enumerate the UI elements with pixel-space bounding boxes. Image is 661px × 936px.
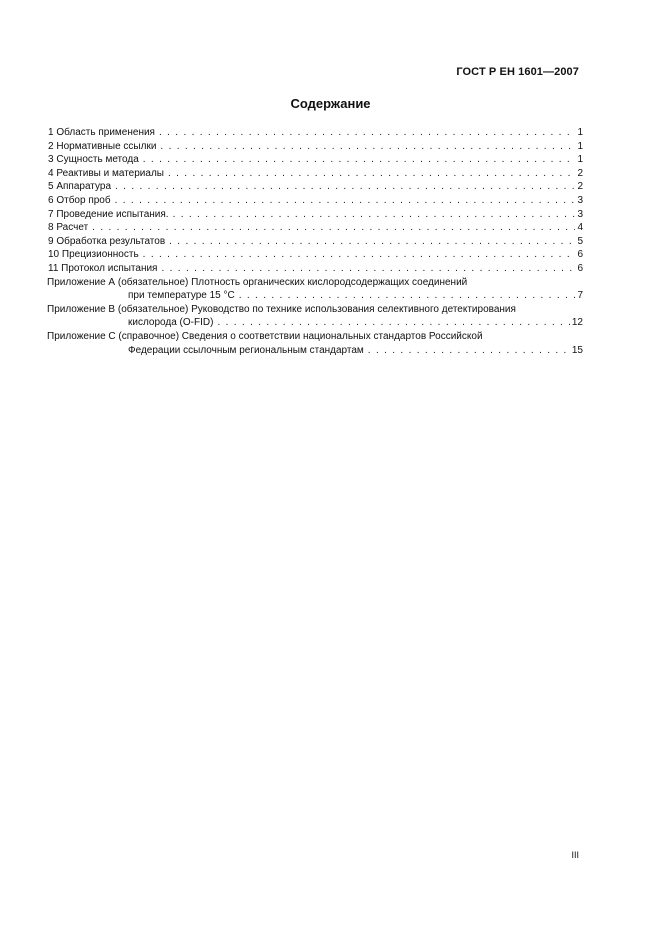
toc-entry-number: 7 <box>48 208 54 220</box>
toc-annex-entry[interactable] <box>47 276 583 303</box>
toc-entry-label: Прецизионность <box>61 249 139 261</box>
dot-leader <box>115 196 576 208</box>
page-number: III <box>571 850 579 860</box>
dot-leader <box>173 209 576 221</box>
dot-leader <box>159 128 575 140</box>
toc-entry-number: 9 <box>48 235 54 247</box>
toc-entry-label: Расчет <box>56 222 89 234</box>
table-of-contents <box>47 126 583 357</box>
toc-annex-heading: Приложение А (обязательное) Плотность органических кислородсодержащих соединений <box>47 276 468 288</box>
toc-entry-number: 11 <box>48 262 59 274</box>
toc-entry[interactable] <box>47 208 583 222</box>
toc-entry-page: 2 <box>577 167 583 179</box>
toc-entry-label: Аппаратура <box>56 181 112 193</box>
toc-title: Содержание <box>290 96 371 111</box>
toc-entry-number: 8 <box>48 222 54 234</box>
toc-entry-label: Нормативные ссылки <box>56 140 157 152</box>
dot-leader <box>169 236 575 248</box>
dot-leader <box>368 345 570 357</box>
toc-entry-page: 2 <box>577 181 583 193</box>
toc-entry-number: 4 <box>48 167 54 179</box>
toc-entry-label: Проведение испытания. <box>56 208 169 220</box>
toc-entry-label: Протокол испытания <box>61 262 158 274</box>
toc-entry-page: 3 <box>577 208 583 220</box>
toc-entry-number: 2 <box>48 140 54 152</box>
toc-entry-page: 7 <box>577 290 583 302</box>
toc-annex-continuation: Федерации ссылочным региональным стандартам <box>128 344 364 356</box>
toc-annex-heading: Приложение С (справочное) Сведения о соответствии национальных стандартов Российской <box>47 330 483 342</box>
toc-entry[interactable] <box>47 126 583 140</box>
toc-annex-entry[interactable] <box>47 330 583 357</box>
toc-entry-label: Область применения <box>56 127 155 138</box>
toc-annex-continuation: кислорода (О-FID) <box>128 317 214 329</box>
toc-entry-number: 3 <box>48 154 54 166</box>
toc-entry-page: 4 <box>577 222 583 234</box>
toc-entry-page: 6 <box>577 262 583 274</box>
toc-entry-page: 1 <box>577 127 583 138</box>
document-id: ГОСТ Р ЕН 1601—2007 <box>456 66 579 78</box>
toc-entry[interactable] <box>47 167 583 181</box>
toc-entry-page: 1 <box>577 154 583 166</box>
toc-entry-page: 3 <box>577 194 583 206</box>
toc-entry-number: 1 <box>48 127 54 138</box>
toc-entry-number: 5 <box>48 181 54 193</box>
toc-entry-label: Обработка результатов <box>56 235 166 247</box>
dot-leader <box>161 264 575 276</box>
toc-entry[interactable] <box>47 153 583 167</box>
toc-entry[interactable] <box>47 235 583 249</box>
toc-annex-heading: Приложение В (обязательное) Руководство по технике использования селективного детектирования <box>47 303 516 315</box>
toc-entry-page: 1 <box>577 140 583 152</box>
dot-leader <box>168 168 575 180</box>
toc-entry[interactable] <box>47 262 583 276</box>
toc-entry-page: 6 <box>577 249 583 261</box>
toc-entry-number: 6 <box>48 194 54 206</box>
toc-entry[interactable] <box>47 248 583 262</box>
toc-entry-page: 12 <box>571 317 583 329</box>
dot-leader <box>217 318 569 330</box>
toc-entry-label: Отбор проб <box>56 194 111 206</box>
dot-leader <box>160 141 575 153</box>
toc-entry[interactable] <box>47 194 583 208</box>
toc-entry[interactable] <box>47 180 583 194</box>
toc-annex-continuation: при температуре 15 °С <box>128 290 235 302</box>
dot-leader <box>143 250 576 262</box>
toc-entry[interactable] <box>47 140 583 154</box>
toc-entry-page: 5 <box>577 235 583 247</box>
dot-leader <box>115 182 575 194</box>
dot-leader <box>143 155 576 167</box>
toc-entry-label: Сущность метода <box>56 154 139 166</box>
toc-entry-page: 15 <box>571 344 583 356</box>
toc-annex-entry[interactable] <box>47 303 583 330</box>
dot-leader <box>92 223 575 235</box>
toc-entry-number: 10 <box>48 249 60 261</box>
toc-entry-label: Реактивы и материалы <box>56 167 164 179</box>
dot-leader <box>239 291 576 303</box>
toc-entry[interactable] <box>47 221 583 235</box>
